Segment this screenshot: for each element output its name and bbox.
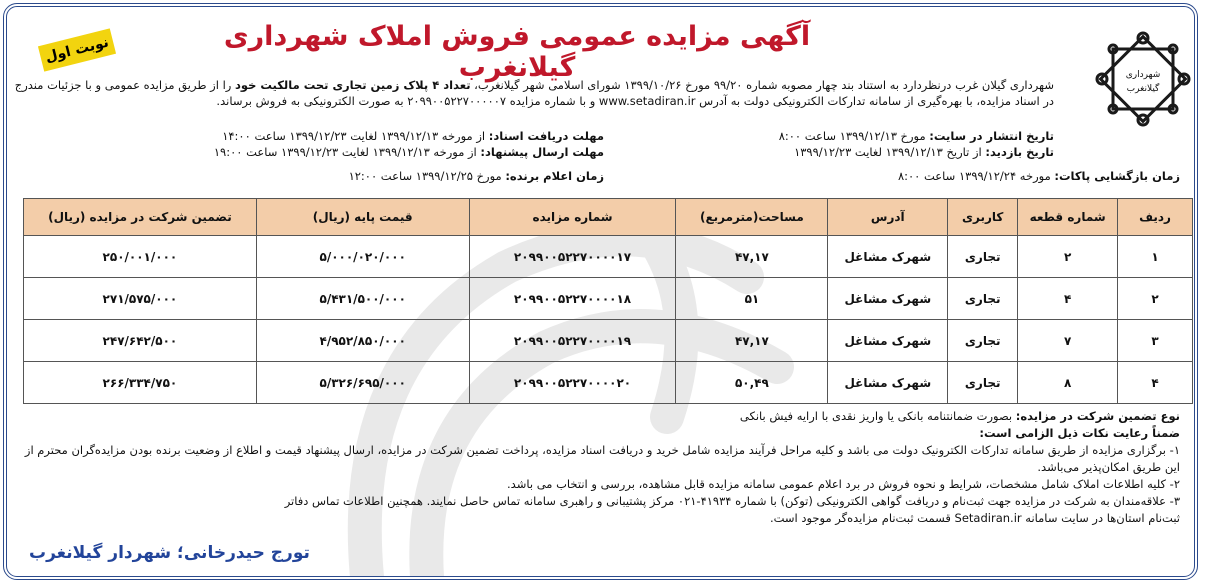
header-usage: کاربری [948, 199, 1018, 236]
cell-usage: تجاری [948, 236, 1018, 278]
table-row [24, 320, 1193, 362]
header-parcel-number: شماره قطعه [1018, 199, 1118, 236]
cell-address: شهرک مشاغل [828, 320, 948, 362]
header-base-price: قیمت پایه (ریال) [256, 199, 469, 236]
note-item-3: ۳- علاقه‌مندان به شرکت در مزایده جهت ثبت‌نام و دریافت گواهی الکترونیکی (توکن) با شماره ۴۱۹۳۴-۰۲۱ مرکز پشتیبانی و راهبری سامانه تماس حاصل نمایند. همچنین اطلاعات تماس دفاتر ثبت‌نام استان‌ها در سایت سامانه Setadiran.ir قسمت ثبت‌نام مزایده‌گر موجود است. [284, 494, 1180, 525]
cell-parcel-number: ۸ [1018, 362, 1118, 404]
cell-parcel-number: ۴ [1018, 278, 1118, 320]
required-notes-heading: ضمناً رعایت نکات ذیل الزامی است: [979, 426, 1180, 440]
cell-auction-number: ۲۰۹۹۰۰۵۲۲۷۰۰۰۰۱۹ [469, 320, 676, 362]
cell-auction-number: ۲۰۹۹۰۰۵۲۲۷۰۰۰۰۲۰ [469, 362, 676, 404]
cell-row-number: ۱ [1118, 236, 1193, 278]
header-area: مساحت(مترمربع) [676, 199, 828, 236]
note-item-2: ۲- کلیه اطلاعات املاک شامل مشخصات، شرایط و نحوه فروش در برد اعلام عمومی سامانه مزایده قابل مشاهده، بررسی و انتخاب می باشد. [507, 477, 1180, 491]
first-round-badge: نوبت اول [38, 28, 116, 71]
docs-deadline: مهلت دریافت اسناد: از مورخه ۱۳۹۹/۱۲/۱۳ لغایت ۱۳۹۹/۱۲/۲۳ ساعت ۱۴:۰۰ [222, 129, 604, 143]
logo-text-line2: گیلانغرب [1126, 84, 1160, 94]
cell-base-price: ۵/۰۰۰/۰۲۰/۰۰۰ [256, 236, 469, 278]
header-address: آدرس [828, 199, 948, 236]
cell-guarantee: ۲۷۱/۵۷۵/۰۰۰ [24, 278, 257, 320]
cell-guarantee: ۲۶۶/۳۳۴/۷۵۰ [24, 362, 257, 404]
offer-deadline: مهلت ارسال پیشنهاد: از مورخه ۱۳۹۹/۱۲/۱۳ لغایت ۱۳۹۹/۱۲/۲۳ ساعت ۱۹:۰۰ [213, 145, 604, 159]
publish-date: تاریخ انتشار در سایت: مورخ ۱۳۹۹/۱۲/۱۳ ساعت ۸:۰۰ [778, 129, 1054, 143]
cell-parcel-number: ۲ [1018, 236, 1118, 278]
opening-time: زمان بازگشایی پاکات: مورخه ۱۳۹۹/۱۲/۲۴ ساعت ۸:۰۰ [897, 169, 1180, 183]
cell-area: ۴۷,۱۷ [676, 320, 828, 362]
header-guarantee: تضمین شرکت در مزایده (ریال) [24, 199, 257, 236]
cell-base-price: ۵/۳۲۶/۶۹۵/۰۰۰ [256, 362, 469, 404]
cell-usage: تجاری [948, 320, 1018, 362]
cell-address: شهرک مشاغل [828, 278, 948, 320]
table-row [24, 362, 1193, 404]
ad-frame [3, 3, 1198, 580]
cell-row-number: ۲ [1118, 278, 1193, 320]
cell-area: ۴۷,۱۷ [676, 236, 828, 278]
cell-row-number: ۴ [1118, 362, 1193, 404]
cell-guarantee: ۲۴۷/۶۴۲/۵۰۰ [24, 320, 257, 362]
cell-address: شهرک مشاغل [828, 236, 948, 278]
intro-paragraph: شهرداری گیلان غرب درنظردارد به استناد بند چهار مصوبه شماره ۹۹/۲۰ مورخ ۱۳۹۹/۱۰/۲۶ شورای اسلامی شهر گیلانغرب، تعداد ۴ پلاک زمین تجاری تحت مالکیت خود را از طریق مزایده عمومی و با جزئیات مندرج در اسناد مزایده، با بهره‌گیری از سامانه تدارکات الکترونیکی دولت به آدرس www.setadiran.ir و با شماره مزایده ۲۰۹۹۰۰۵۲۲۷۰۰۰۰۰۷ به صورت الکترونیکی به فروش برساند. [14, 78, 1054, 108]
cell-base-price: ۵/۴۳۱/۵۰۰/۰۰۰ [256, 278, 469, 320]
note-item-1: ۱- برگزاری مزایده از طریق سامانه تدارکات الکترونیک دولت می باشد و کلیه مراحل فرآیند مزایده شامل خرید و دریافت اسناد مزایده، پرداخت تضمین شرکت در مزایده، ارسال پیشنهاد قیمت و اطلاع از وضعیت برنده بودن مزایده‌گران محترم از این طریق امکان‌پذیر می‌باشد. [24, 443, 1180, 474]
municipality-logo-icon [1093, 29, 1193, 129]
cell-parcel-number: ۷ [1018, 320, 1118, 362]
cell-guarantee: ۲۵۰/۰۰۱/۰۰۰ [24, 236, 257, 278]
cell-usage: تجاری [948, 278, 1018, 320]
cell-auction-number: ۲۰۹۹۰۰۵۲۲۷۰۰۰۰۱۸ [469, 278, 676, 320]
logo-text-line1: شهرداری [1125, 70, 1161, 80]
cell-auction-number: ۲۰۹۹۰۰۵۲۲۷۰۰۰۰۱۷ [469, 236, 676, 278]
cell-area: ۵۱ [676, 278, 828, 320]
header-row-number: ردیف [1118, 199, 1193, 236]
table-row [24, 236, 1193, 278]
cell-address: شهرک مشاغل [828, 362, 948, 404]
table-row [24, 278, 1193, 320]
cell-area: ۵۰,۴۹ [676, 362, 828, 404]
mayor-signature: تورج حیدرخانی؛ شهردار گیلانغرب [29, 543, 310, 563]
notes-section [10, 408, 1180, 527]
cell-base-price: ۴/۹۵۲/۸۵۰/۰۰۰ [256, 320, 469, 362]
cell-row-number: ۳ [1118, 320, 1193, 362]
table-header-row [24, 199, 1193, 236]
winner-announcement: زمان اعلام برنده: مورخ ۱۳۹۹/۱۲/۲۵ ساعت ۱۲:۰۰ [348, 169, 604, 183]
parcels-table [23, 198, 1193, 404]
header-auction-number: شماره مزایده [469, 199, 676, 236]
cell-usage: تجاری [948, 362, 1018, 404]
guarantee-type: نوع تضمین شرکت در مزایده: بصورت ضمانتنامه بانکی یا واریز نقدی با ارایه فیش بانکی [739, 409, 1180, 423]
intro-highlight: تعداد ۴ پلاک زمین تجاری تحت مالکیت خود [234, 78, 471, 92]
visit-date: تاریخ بازدید: از تاریخ ۱۳۹۹/۱۲/۱۳ لغایت ۱۳۹۹/۱۲/۲۳ [794, 145, 1054, 159]
page-title: آگهی مزایده عمومی فروش املاک شهرداری گیلانغرب [223, 21, 811, 83]
